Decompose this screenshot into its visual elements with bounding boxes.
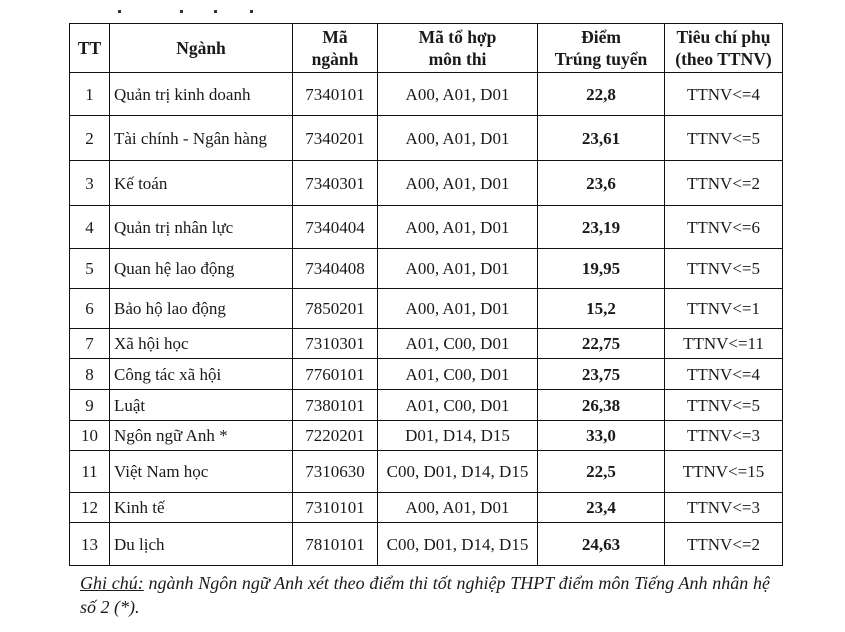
table-row [70, 116, 783, 161]
footnote [80, 571, 770, 619]
admission-score: 33,0 [538, 421, 665, 451]
major-name: Kinh tế [110, 493, 293, 523]
sub-criteria: TTNV<=4 [665, 359, 783, 390]
row-number: 10 [70, 421, 110, 451]
subject-combo: A00, A01, D01 [378, 161, 538, 206]
admission-score: 23,75 [538, 359, 665, 390]
header-admission-score: Điểm Trúng tuyển [538, 24, 665, 73]
major-name: Quản trị kinh doanh [110, 73, 293, 116]
major-name: Ngôn ngữ Anh * [110, 421, 293, 451]
row-number: 5 [70, 249, 110, 289]
header-sub-criteria: Tiêu chí phụ (theo TTNV) [665, 24, 783, 73]
table-row [70, 359, 783, 390]
sub-criteria: TTNV<=3 [665, 493, 783, 523]
table-header-row [70, 24, 783, 73]
row-number: 8 [70, 359, 110, 390]
admission-score: 23,6 [538, 161, 665, 206]
admission-score: 23,19 [538, 206, 665, 249]
row-number: 4 [70, 206, 110, 249]
table-row [70, 421, 783, 451]
subject-combo: A01, C00, D01 [378, 390, 538, 421]
major-name: Du lịch [110, 523, 293, 566]
table-row [70, 73, 783, 116]
major-code: 7310630 [293, 451, 378, 493]
table-row [70, 390, 783, 421]
table-row [70, 206, 783, 249]
subject-combo: A01, C00, D01 [378, 329, 538, 359]
row-number: 11 [70, 451, 110, 493]
major-name: Xã hội học [110, 329, 293, 359]
major-code: 7310301 [293, 329, 378, 359]
row-number: 9 [70, 390, 110, 421]
sub-criteria: TTNV<=1 [665, 289, 783, 329]
admission-score: 22,5 [538, 451, 665, 493]
major-name: Quan hệ lao động [110, 249, 293, 289]
row-number: 1 [70, 73, 110, 116]
row-number: 6 [70, 289, 110, 329]
major-code: 7340404 [293, 206, 378, 249]
major-name: Tài chính - Ngân hàng [110, 116, 293, 161]
header-major-code: Mã ngành [293, 24, 378, 73]
table-row [70, 451, 783, 493]
admission-score: 26,38 [538, 390, 665, 421]
footnote-label: Ghi chú: [80, 573, 144, 593]
table-row [70, 161, 783, 206]
table-row [70, 329, 783, 359]
subject-combo: A00, A01, D01 [378, 206, 538, 249]
admission-score: 23,4 [538, 493, 665, 523]
major-code: 7310101 [293, 493, 378, 523]
row-number: 2 [70, 116, 110, 161]
major-name: Kế toán [110, 161, 293, 206]
header-subject-combo: Mã tổ hợp môn thi [378, 24, 538, 73]
sub-criteria: TTNV<=15 [665, 451, 783, 493]
sub-criteria: TTNV<=2 [665, 523, 783, 566]
major-code: 7850201 [293, 289, 378, 329]
admission-score: 19,95 [538, 249, 665, 289]
subject-combo: A01, C00, D01 [378, 359, 538, 390]
table-row [70, 523, 783, 566]
major-name: Quản trị nhân lực [110, 206, 293, 249]
admission-score: 22,8 [538, 73, 665, 116]
admission-score: 24,63 [538, 523, 665, 566]
sub-criteria: TTNV<=6 [665, 206, 783, 249]
major-name: Việt Nam học [110, 451, 293, 493]
header-tt: TT [70, 24, 110, 73]
admission-score: 23,61 [538, 116, 665, 161]
subject-combo: A00, A01, D01 [378, 249, 538, 289]
footnote-text: ngành Ngôn ngữ Anh xét theo điểm thi tốt nghiệp THPT điểm môn Tiếng Anh nhân hệ số 2 (*). [80, 573, 770, 617]
subject-combo: D01, D14, D15 [378, 421, 538, 451]
major-code: 7810101 [293, 523, 378, 566]
subject-combo: A00, A01, D01 [378, 289, 538, 329]
sub-criteria: TTNV<=2 [665, 161, 783, 206]
table-row [70, 493, 783, 523]
table-row [70, 249, 783, 289]
major-code: 7380101 [293, 390, 378, 421]
subject-combo: A00, A01, D01 [378, 73, 538, 116]
subject-combo: A00, A01, D01 [378, 116, 538, 161]
subject-combo: C00, D01, D14, D15 [378, 523, 538, 566]
sub-criteria: TTNV<=4 [665, 73, 783, 116]
sub-criteria: TTNV<=11 [665, 329, 783, 359]
major-code: 7760101 [293, 359, 378, 390]
subject-combo: C00, D01, D14, D15 [378, 451, 538, 493]
major-code: 7340101 [293, 73, 378, 116]
major-code: 7340408 [293, 249, 378, 289]
major-code: 7340201 [293, 116, 378, 161]
row-number: 7 [70, 329, 110, 359]
major-name: Bảo hộ lao động [110, 289, 293, 329]
sub-criteria: TTNV<=5 [665, 116, 783, 161]
sub-criteria: TTNV<=5 [665, 249, 783, 289]
subject-combo: A00, A01, D01 [378, 493, 538, 523]
table-row [70, 289, 783, 329]
row-number: 12 [70, 493, 110, 523]
sub-criteria: TTNV<=5 [665, 390, 783, 421]
row-number: 13 [70, 523, 110, 566]
admission-score: 15,2 [538, 289, 665, 329]
major-name: Luật [110, 390, 293, 421]
sub-criteria: TTNV<=3 [665, 421, 783, 451]
major-code: 7340301 [293, 161, 378, 206]
admission-score-table [69, 23, 783, 566]
row-number: 3 [70, 161, 110, 206]
admission-score: 22,75 [538, 329, 665, 359]
major-code: 7220201 [293, 421, 378, 451]
major-name: Công tác xã hội [110, 359, 293, 390]
header-major: Ngành [110, 24, 293, 73]
cropped-text-remnant [118, 10, 258, 16]
